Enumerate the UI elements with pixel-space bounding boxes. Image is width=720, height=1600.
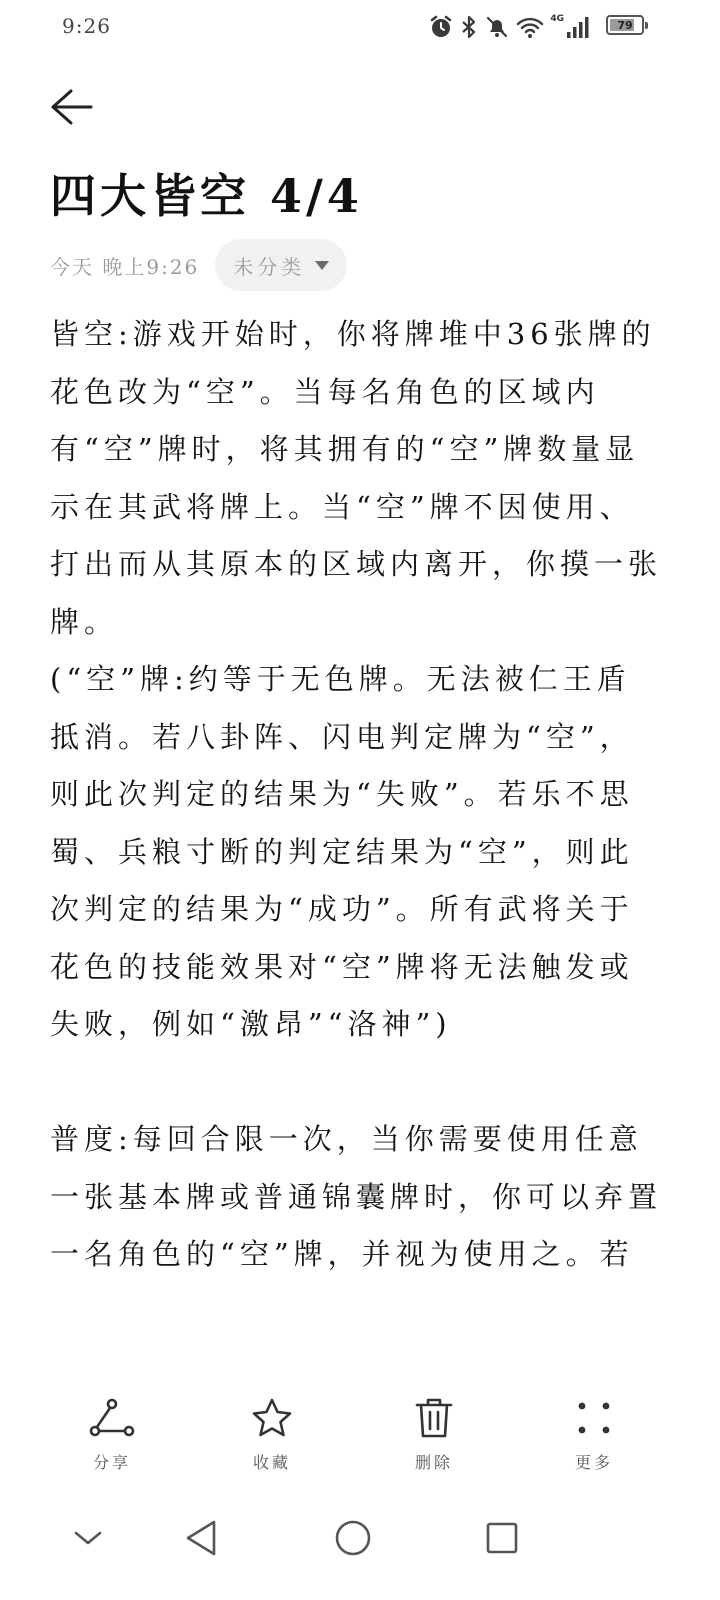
favorite-label: 收藏 [252, 1453, 291, 1472]
paragraph-gap [50, 1054, 662, 1112]
category-label: 未分类 [233, 254, 306, 279]
star-icon [248, 1394, 296, 1442]
category-dropdown[interactable] [215, 239, 347, 291]
status-icons [428, 12, 590, 42]
delete-button[interactable] [374, 1394, 494, 1473]
favorite-button[interactable] [212, 1394, 332, 1473]
signal-icon [566, 15, 590, 39]
nav-recent-icon [485, 1521, 519, 1555]
nav-home-button[interactable] [323, 1508, 383, 1568]
wifi-icon [516, 15, 544, 39]
collapse-chevron-icon [73, 1528, 103, 1548]
more-label: 更多 [574, 1453, 613, 1472]
share-icon [88, 1394, 136, 1442]
note-time: 今天 晚上9:26 [50, 254, 200, 279]
share-button[interactable] [52, 1394, 172, 1473]
dropdown-triangle-icon [315, 261, 329, 270]
more-dots-icon [570, 1394, 618, 1442]
back-arrow-icon [49, 87, 93, 127]
system-nav-bar [0, 1490, 720, 1600]
back-button[interactable] [44, 80, 98, 134]
battery-icon [606, 15, 644, 35]
status-time: 9:26 [62, 14, 111, 38]
nav-back-icon [184, 1519, 220, 1557]
delete-label: 删除 [414, 1453, 453, 1472]
alarm-icon [428, 14, 454, 40]
note-paragraph: (“空”牌:约等于无色牌。无法被仁王盾抵消。若八卦阵、闪电判定牌为“空”，则此次判定的结果为“失败”。若乐不思蜀、兵粮寸断的判定结果为“空”，则此次判定的结果为“成功”。所有武将关于花色的技能效果对“空”牌将无法触发或失败，例如“激昂”“洛神”) [50, 662, 634, 1041]
battery-level: 79 [617, 18, 633, 32]
more-button[interactable] [534, 1394, 654, 1473]
trash-icon [410, 1394, 458, 1442]
note-meta [50, 238, 347, 292]
nav-back-button[interactable] [172, 1508, 232, 1568]
mute-bell-icon [484, 14, 510, 40]
bluetooth-icon [460, 14, 478, 40]
note-title[interactable]: 四大皆空 4/4 [50, 169, 363, 223]
note-paragraph: 普度:每回合限一次，当你需要使用任意一张基本牌或普通锦囊牌时，你可以弃置一名角色的“空”牌，并视为使用之。若 [50, 1122, 662, 1271]
share-label: 分享 [92, 1453, 131, 1472]
status-bar [0, 0, 720, 56]
network-type: 4G [550, 14, 564, 24]
nav-home-icon [334, 1519, 372, 1557]
collapse-button[interactable] [58, 1508, 118, 1568]
note-paragraph: 皆空:游戏开始时，你将牌堆中36张牌的花色改为“空”。当每名角色的区域内有“空”牌时，将其拥有的“空”牌数量显示在其武将牌上。当“空”牌不因使用、打出而从其原本的区域内离开，你摸一张牌。 [50, 317, 662, 639]
bottom-toolbar [0, 1380, 720, 1490]
nav-recent-button[interactable] [472, 1508, 532, 1568]
note-body[interactable] [50, 306, 662, 1376]
